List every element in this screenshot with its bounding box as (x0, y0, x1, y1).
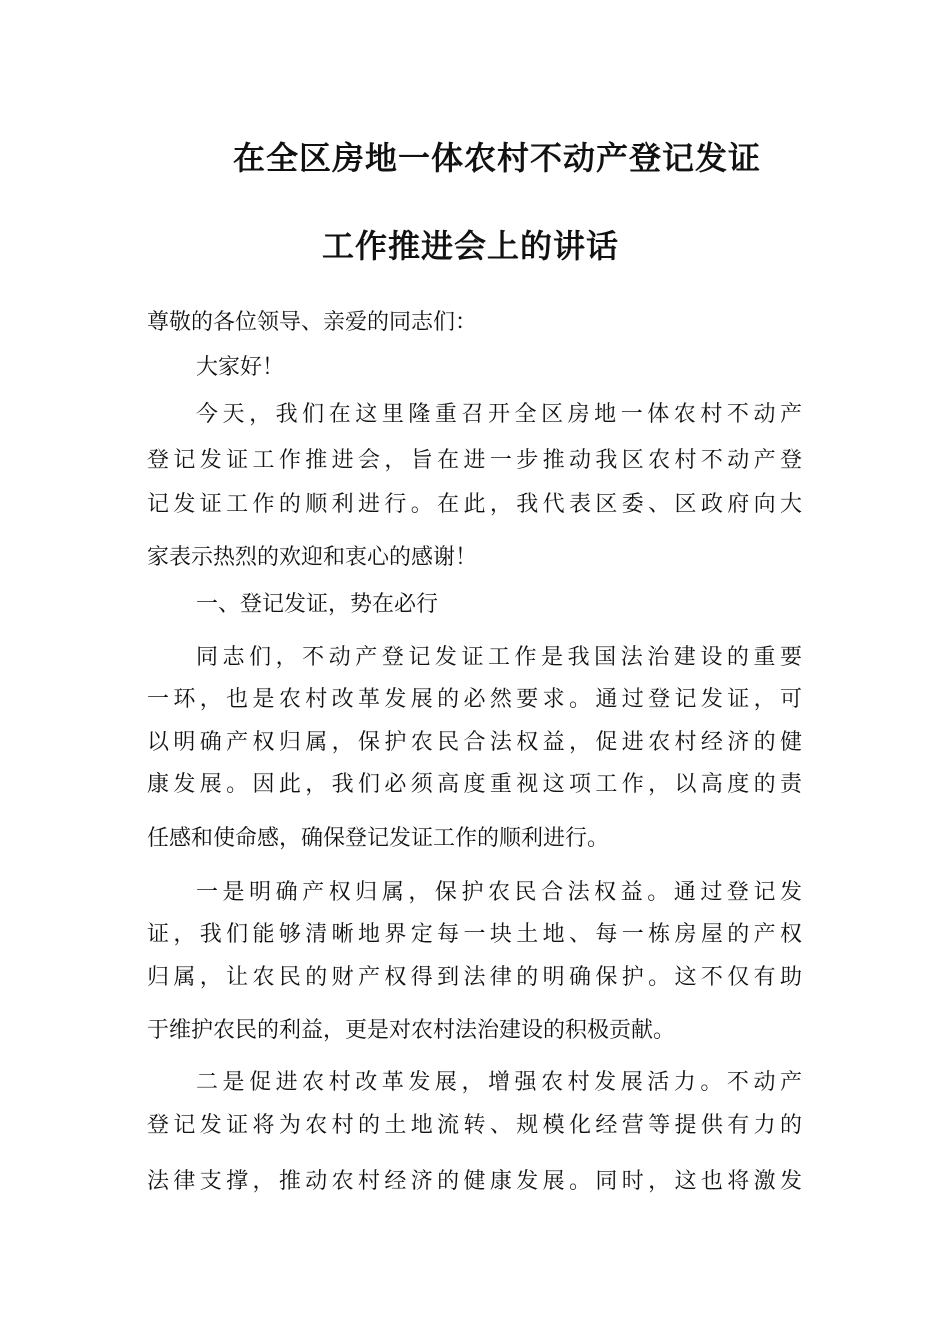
greeting: 大家好！ (196, 355, 285, 380)
paragraph-line: 一是明确产权归属，保护农民合法权益。通过登记发 (196, 880, 802, 905)
section-heading: 一、登记发证，势在必行 (196, 592, 439, 617)
paragraph-line: 于维护农民的利益，更是对农村法治建设的积极贡献。 (147, 1018, 676, 1043)
paragraph-line: 登记发证将为农村的土地流转、规模化经营等提供有力的 (147, 1113, 802, 1138)
paragraph-line: 康发展。因此，我们必须高度重视这项工作，以高度的责 (147, 772, 802, 797)
paragraph-line: 证，我们能够清晰地界定每一块土地、每一栋房屋的产权 (147, 922, 802, 947)
paragraph-line: 家表示热烈的欢迎和衷心的感谢！ (147, 545, 478, 570)
paragraph-line: 登记发证工作推进会，旨在进一步推动我区农村不动产登 (147, 448, 802, 473)
salutation: 尊敬的各位领导、亲爱的同志们： (147, 310, 478, 335)
paragraph-line: 同志们，不动产登记发证工作是我国法治建设的重要 (196, 645, 802, 670)
document-title-line-1: 在全区房地一体农村不动产登记发证 (233, 139, 762, 177)
document-title-line-2: 工作推进会上的讲话 (322, 227, 620, 265)
paragraph-line: 以明确产权归属，保护农民合法权益，促进农村经济的健 (147, 730, 802, 755)
paragraph-line: 一环，也是农村改革发展的必然要求。通过登记发证，可 (147, 687, 802, 712)
paragraph-line: 记发证工作的顺利进行。在此，我代表区委、区政府向大 (147, 492, 802, 517)
paragraph-line: 归属，让农民的财产权得到法律的明确保护。这不仅有助 (147, 965, 802, 990)
paragraph-line: 法律支撑，推动农村经济的健康发展。同时，这也将激发 (147, 1169, 802, 1194)
paragraph-line: 今天，我们在这里隆重召开全区房地一体农村不动产 (196, 402, 802, 427)
paragraph-line: 二是促进农村改革发展，增强农村发展活力。不动产 (196, 1070, 802, 1095)
paragraph-line: 任感和使命感，确保登记发证工作的顺利进行。 (147, 826, 610, 851)
